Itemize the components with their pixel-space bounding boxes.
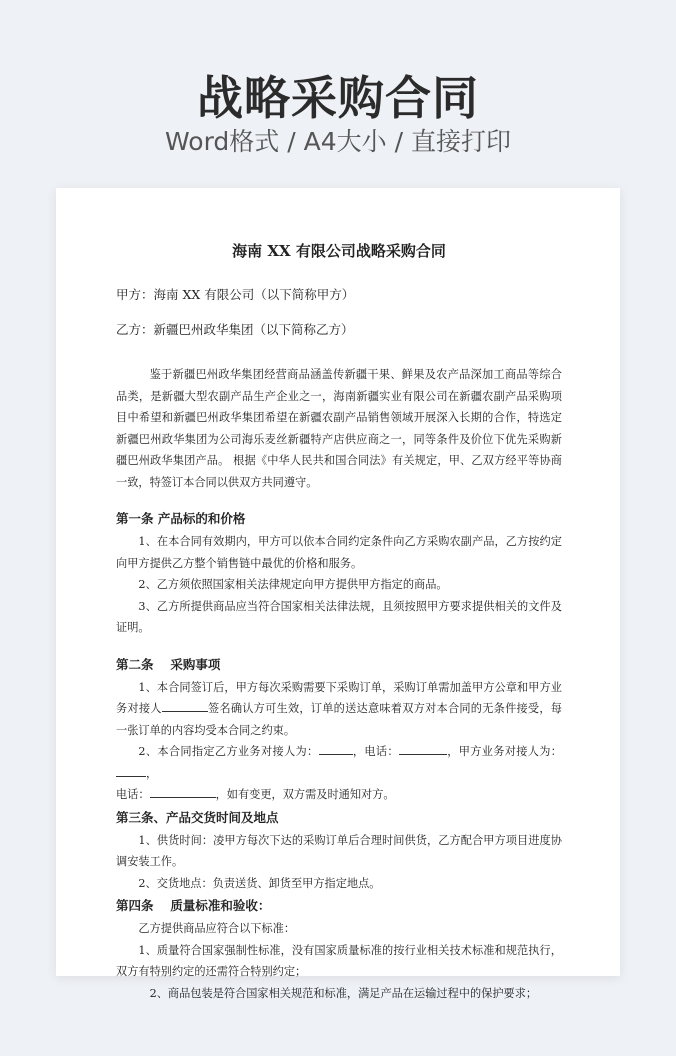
article-1-item: 1、在本合同有效期内，甲方可以依本合同约定条件向乙方采购农副产品，乙方按约定向甲方提供乙方整个销售链中最优的价格和服务。 [116,535,562,570]
article-4-item: 1、质量符合国家强制性标准，没有国家质量标准的按行业相关技术标准和规范执行，双方有特别约定的还需符合特别约定； [116,943,562,978]
page-subtitle: Word格式 / A4大小 / 直接打印 [165,127,511,156]
article-4-item: 2、商品包装是符合国家相关规范和标准，满足产品在运输过程中的保护要求； [149,986,538,1000]
article-1-item: 2、乙方须依照国家相关法律规定向甲方提供甲方指定的商品。 [138,578,448,591]
article-3-item: 1、供货时间：凌甲方每次下达的采购订单后合理时间供货，乙方配合甲方项目进度协调安装工作。 [116,833,562,868]
document-page [56,188,620,1000]
article-4-heading: 第四条 质量标准和验收： [116,898,271,913]
article-2-heading: 第二条 采购事项 [116,656,221,672]
document-body [116,240,562,1004]
article-4-lead: 乙方提供商品应符合以下标准： [138,922,296,935]
article-1-item: 3、乙方所提供商品应当符合国家相关法律法规，且须按照甲方要求提供相关的文件及证明。 [116,599,562,634]
document-title: 海南 XX 有限公司战略采购合同 [232,242,446,260]
article-1-heading: 第一条 产品标的和价格 [116,511,246,526]
article-3-heading: 第三条、产品交货时间及地点 [116,809,279,825]
article-2-item-1: 1、本合同签订后，甲方每次采购需要下采购订单，采购订单需加盖甲方公章和甲方业务对接人 签名确认方可生效，订单的送达意味着双方对本合同的无条件接受，每一张订单的内容均受本合同之约束。 [116,680,562,737]
party-a: 甲方：海南 XX 有限公司（以下简称甲方） [116,287,355,302]
article-2-item-2: 2、本合同指定乙方业务对接人为： ，电话： ，甲方业务对接人为：， 电话： ，如有变更，双方需及时通知对方。 [116,741,562,806]
article-3-item: 2、交货地点：负责送货、卸货至甲方指定地点。 [138,876,381,890]
party-b: 乙方：新疆巴州政华集团（以下简称乙方） [116,322,354,337]
intro-paragraph: 鉴于新疆巴州政华集团经营商品涵盖传新疆干果、鲜果及农产品深加工商品等综合品类，是新疆大型农副产品生产企业之一，海南新疆实业有限公司在新疆农副产品采购项目中希望和新疆巴州政华集团希望在新疆农副产品销售领域开展深入长期的合作，特选定新疆巴州政华集团为公司海乐麦丝新疆特产店供应商之一，同等条件及价位下优先采购新疆巴州政华集团产品。 根据《中华人民共和国合同法》有关规定，甲、乙双方经平等协商一致，特签订本合同以供双方共同遵守。 [116,368,562,489]
page-title: 战略采购合同 [197,71,479,125]
